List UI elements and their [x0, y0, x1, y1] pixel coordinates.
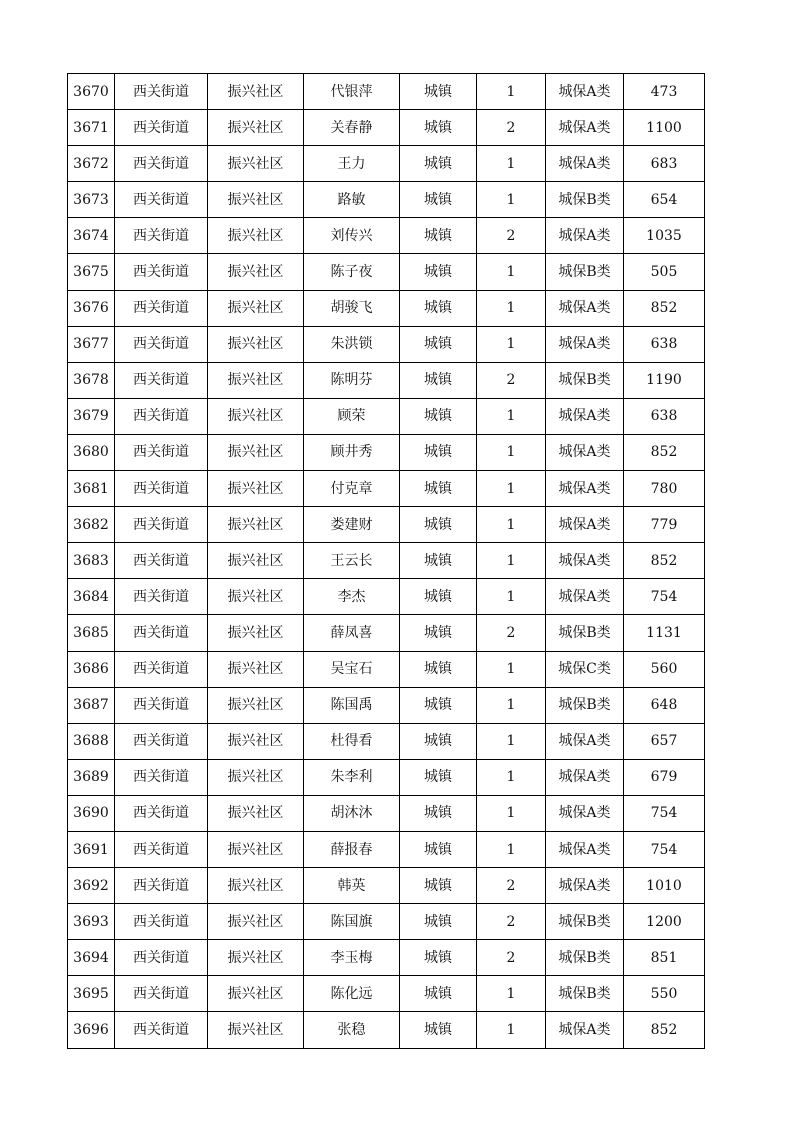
amount-cell: 550: [624, 976, 705, 1012]
data-table: [67, 73, 705, 1049]
household-type-cell: 城镇: [400, 74, 477, 110]
community-cell: 振兴社区: [208, 326, 304, 362]
category-cell: 城保A类: [546, 868, 624, 904]
household-type-cell: 城镇: [400, 687, 477, 723]
category-cell: 城保A类: [546, 398, 624, 434]
member-count-cell: 2: [477, 615, 546, 651]
row-number-cell: 3690: [68, 795, 115, 831]
category-cell: 城保A类: [546, 579, 624, 615]
amount-cell: 560: [624, 651, 705, 687]
amount-cell: 780: [624, 471, 705, 507]
name-cell: 薛报春: [304, 831, 400, 867]
street-cell: 西关街道: [115, 759, 208, 795]
table-row: [68, 687, 705, 723]
table-row: [68, 1012, 705, 1048]
name-cell: 陈化远: [304, 976, 400, 1012]
member-count-cell: 1: [477, 146, 546, 182]
household-type-cell: 城镇: [400, 831, 477, 867]
amount-cell: 851: [624, 940, 705, 976]
name-cell: 陈子夜: [304, 254, 400, 290]
table-row: [68, 254, 705, 290]
street-cell: 西关街道: [115, 218, 208, 254]
name-cell: 张稳: [304, 1012, 400, 1048]
household-type-cell: 城镇: [400, 254, 477, 290]
table-row: [68, 831, 705, 867]
table-row: [68, 434, 705, 470]
community-cell: 振兴社区: [208, 218, 304, 254]
member-count-cell: 1: [477, 543, 546, 579]
street-cell: 西关街道: [115, 254, 208, 290]
street-cell: 西关街道: [115, 146, 208, 182]
amount-cell: 852: [624, 290, 705, 326]
row-number-cell: 3692: [68, 868, 115, 904]
member-count-cell: 1: [477, 254, 546, 290]
table-row: [68, 398, 705, 434]
amount-cell: 648: [624, 687, 705, 723]
household-type-cell: 城镇: [400, 326, 477, 362]
household-type-cell: 城镇: [400, 398, 477, 434]
member-count-cell: 2: [477, 110, 546, 146]
amount-cell: 1190: [624, 362, 705, 398]
name-cell: 薛凤喜: [304, 615, 400, 651]
row-number-cell: 3691: [68, 831, 115, 867]
category-cell: 城保A类: [546, 795, 624, 831]
amount-cell: 657: [624, 723, 705, 759]
table-row: [68, 543, 705, 579]
member-count-cell: 1: [477, 471, 546, 507]
table-row: [68, 290, 705, 326]
amount-cell: 473: [624, 74, 705, 110]
household-type-cell: 城镇: [400, 651, 477, 687]
member-count-cell: 1: [477, 651, 546, 687]
member-count-cell: 1: [477, 723, 546, 759]
table-row: [68, 362, 705, 398]
street-cell: 西关街道: [115, 543, 208, 579]
household-type-cell: 城镇: [400, 579, 477, 615]
table-row: [68, 651, 705, 687]
table-row: [68, 940, 705, 976]
name-cell: 胡沐沐: [304, 795, 400, 831]
member-count-cell: 1: [477, 831, 546, 867]
community-cell: 振兴社区: [208, 507, 304, 543]
table-row: [68, 471, 705, 507]
household-type-cell: 城镇: [400, 362, 477, 398]
household-type-cell: 城镇: [400, 723, 477, 759]
name-cell: 陈国禹: [304, 687, 400, 723]
name-cell: 杜得看: [304, 723, 400, 759]
community-cell: 振兴社区: [208, 471, 304, 507]
category-cell: 城保A类: [546, 1012, 624, 1048]
street-cell: 西关街道: [115, 687, 208, 723]
street-cell: 西关街道: [115, 904, 208, 940]
community-cell: 振兴社区: [208, 543, 304, 579]
community-cell: 振兴社区: [208, 110, 304, 146]
category-cell: 城保A类: [546, 290, 624, 326]
category-cell: 城保C类: [546, 651, 624, 687]
row-number-cell: 3678: [68, 362, 115, 398]
street-cell: 西关街道: [115, 290, 208, 326]
category-cell: 城保B类: [546, 904, 624, 940]
category-cell: 城保A类: [546, 434, 624, 470]
row-number-cell: 3673: [68, 182, 115, 218]
category-cell: 城保B类: [546, 615, 624, 651]
street-cell: 西关街道: [115, 651, 208, 687]
community-cell: 振兴社区: [208, 904, 304, 940]
member-count-cell: 1: [477, 687, 546, 723]
table-row: [68, 615, 705, 651]
street-cell: 西关街道: [115, 434, 208, 470]
table-row: [68, 723, 705, 759]
name-cell: 李玉梅: [304, 940, 400, 976]
street-cell: 西关街道: [115, 940, 208, 976]
category-cell: 城保A类: [546, 723, 624, 759]
amount-cell: 754: [624, 831, 705, 867]
category-cell: 城保B类: [546, 182, 624, 218]
row-number-cell: 3688: [68, 723, 115, 759]
street-cell: 西关街道: [115, 182, 208, 218]
table-row: [68, 218, 705, 254]
row-number-cell: 3683: [68, 543, 115, 579]
amount-cell: 754: [624, 579, 705, 615]
amount-cell: 1200: [624, 904, 705, 940]
row-number-cell: 3696: [68, 1012, 115, 1048]
member-count-cell: 1: [477, 579, 546, 615]
community-cell: 振兴社区: [208, 831, 304, 867]
street-cell: 西关街道: [115, 615, 208, 651]
community-cell: 振兴社区: [208, 362, 304, 398]
row-number-cell: 3687: [68, 687, 115, 723]
table-row: [68, 904, 705, 940]
community-cell: 振兴社区: [208, 579, 304, 615]
category-cell: 城保A类: [546, 471, 624, 507]
community-cell: 振兴社区: [208, 290, 304, 326]
amount-cell: 638: [624, 326, 705, 362]
row-number-cell: 3684: [68, 579, 115, 615]
household-type-cell: 城镇: [400, 182, 477, 218]
row-number-cell: 3672: [68, 146, 115, 182]
name-cell: 娄建财: [304, 507, 400, 543]
household-type-cell: 城镇: [400, 795, 477, 831]
amount-cell: 1010: [624, 868, 705, 904]
member-count-cell: 1: [477, 759, 546, 795]
amount-cell: 754: [624, 795, 705, 831]
table-row: [68, 507, 705, 543]
member-count-cell: 1: [477, 74, 546, 110]
amount-cell: 1131: [624, 615, 705, 651]
row-number-cell: 3674: [68, 218, 115, 254]
amount-cell: 779: [624, 507, 705, 543]
street-cell: 西关街道: [115, 110, 208, 146]
household-type-cell: 城镇: [400, 434, 477, 470]
community-cell: 振兴社区: [208, 434, 304, 470]
street-cell: 西关街道: [115, 868, 208, 904]
street-cell: 西关街道: [115, 507, 208, 543]
name-cell: 代银萍: [304, 74, 400, 110]
category-cell: 城保B类: [546, 362, 624, 398]
member-count-cell: 1: [477, 976, 546, 1012]
street-cell: 西关街道: [115, 579, 208, 615]
household-type-cell: 城镇: [400, 759, 477, 795]
row-number-cell: 3671: [68, 110, 115, 146]
amount-cell: 1035: [624, 218, 705, 254]
name-cell: 关春静: [304, 110, 400, 146]
amount-cell: 683: [624, 146, 705, 182]
member-count-cell: 1: [477, 398, 546, 434]
community-cell: 振兴社区: [208, 651, 304, 687]
community-cell: 振兴社区: [208, 146, 304, 182]
category-cell: 城保A类: [546, 110, 624, 146]
member-count-cell: 1: [477, 1012, 546, 1048]
name-cell: 刘传兴: [304, 218, 400, 254]
name-cell: 顾荣: [304, 398, 400, 434]
name-cell: 王力: [304, 146, 400, 182]
row-number-cell: 3680: [68, 434, 115, 470]
member-count-cell: 2: [477, 218, 546, 254]
amount-cell: 1100: [624, 110, 705, 146]
community-cell: 振兴社区: [208, 687, 304, 723]
category-cell: 城保A类: [546, 218, 624, 254]
street-cell: 西关街道: [115, 831, 208, 867]
name-cell: 吴宝石: [304, 651, 400, 687]
street-cell: 西关街道: [115, 795, 208, 831]
name-cell: 路敏: [304, 182, 400, 218]
row-number-cell: 3694: [68, 940, 115, 976]
amount-cell: 679: [624, 759, 705, 795]
street-cell: 西关街道: [115, 398, 208, 434]
table-row: [68, 868, 705, 904]
category-cell: 城保B类: [546, 254, 624, 290]
table-row: [68, 579, 705, 615]
street-cell: 西关街道: [115, 976, 208, 1012]
row-number-cell: 3693: [68, 904, 115, 940]
row-number-cell: 3686: [68, 651, 115, 687]
street-cell: 西关街道: [115, 471, 208, 507]
amount-cell: 505: [624, 254, 705, 290]
row-number-cell: 3675: [68, 254, 115, 290]
street-cell: 西关街道: [115, 723, 208, 759]
household-type-cell: 城镇: [400, 507, 477, 543]
community-cell: 振兴社区: [208, 254, 304, 290]
row-number-cell: 3689: [68, 759, 115, 795]
member-count-cell: 1: [477, 290, 546, 326]
community-cell: 振兴社区: [208, 759, 304, 795]
community-cell: 振兴社区: [208, 398, 304, 434]
community-cell: 振兴社区: [208, 1012, 304, 1048]
household-type-cell: 城镇: [400, 1012, 477, 1048]
table-row: [68, 182, 705, 218]
member-count-cell: 2: [477, 868, 546, 904]
name-cell: 李杰: [304, 579, 400, 615]
table-row: [68, 74, 705, 110]
category-cell: 城保A类: [546, 759, 624, 795]
row-number-cell: 3670: [68, 74, 115, 110]
street-cell: 西关街道: [115, 362, 208, 398]
street-cell: 西关街道: [115, 74, 208, 110]
category-cell: 城保A类: [546, 507, 624, 543]
row-number-cell: 3695: [68, 976, 115, 1012]
table-row: [68, 110, 705, 146]
table-row: [68, 795, 705, 831]
community-cell: 振兴社区: [208, 976, 304, 1012]
name-cell: 付克章: [304, 471, 400, 507]
row-number-cell: 3681: [68, 471, 115, 507]
name-cell: 陈明芬: [304, 362, 400, 398]
category-cell: 城保A类: [546, 74, 624, 110]
community-cell: 振兴社区: [208, 615, 304, 651]
member-count-cell: 1: [477, 434, 546, 470]
category-cell: 城保B类: [546, 687, 624, 723]
household-type-cell: 城镇: [400, 110, 477, 146]
household-type-cell: 城镇: [400, 615, 477, 651]
household-type-cell: 城镇: [400, 471, 477, 507]
amount-cell: 654: [624, 182, 705, 218]
community-cell: 振兴社区: [208, 723, 304, 759]
category-cell: 城保A类: [546, 543, 624, 579]
community-cell: 振兴社区: [208, 795, 304, 831]
category-cell: 城保A类: [546, 326, 624, 362]
category-cell: 城保B类: [546, 976, 624, 1012]
name-cell: 朱李利: [304, 759, 400, 795]
amount-cell: 852: [624, 1012, 705, 1048]
row-number-cell: 3679: [68, 398, 115, 434]
member-count-cell: 1: [477, 326, 546, 362]
amount-cell: 852: [624, 543, 705, 579]
name-cell: 陈国旗: [304, 904, 400, 940]
community-cell: 振兴社区: [208, 940, 304, 976]
amount-cell: 852: [624, 434, 705, 470]
name-cell: 韩英: [304, 868, 400, 904]
name-cell: 顾井秀: [304, 434, 400, 470]
street-cell: 西关街道: [115, 1012, 208, 1048]
household-type-cell: 城镇: [400, 543, 477, 579]
community-cell: 振兴社区: [208, 868, 304, 904]
member-count-cell: 1: [477, 795, 546, 831]
row-number-cell: 3676: [68, 290, 115, 326]
community-cell: 振兴社区: [208, 182, 304, 218]
member-count-cell: 2: [477, 940, 546, 976]
street-cell: 西关街道: [115, 326, 208, 362]
name-cell: 朱洪锁: [304, 326, 400, 362]
name-cell: 胡骏飞: [304, 290, 400, 326]
row-number-cell: 3685: [68, 615, 115, 651]
member-count-cell: 1: [477, 507, 546, 543]
household-type-cell: 城镇: [400, 868, 477, 904]
household-type-cell: 城镇: [400, 146, 477, 182]
row-number-cell: 3677: [68, 326, 115, 362]
table-row: [68, 976, 705, 1012]
row-number-cell: 3682: [68, 507, 115, 543]
community-cell: 振兴社区: [208, 74, 304, 110]
category-cell: 城保A类: [546, 146, 624, 182]
member-count-cell: 1: [477, 182, 546, 218]
household-type-cell: 城镇: [400, 218, 477, 254]
table-row: [68, 759, 705, 795]
household-type-cell: 城镇: [400, 904, 477, 940]
name-cell: 王云长: [304, 543, 400, 579]
household-type-cell: 城镇: [400, 290, 477, 326]
member-count-cell: 2: [477, 362, 546, 398]
table-row: [68, 326, 705, 362]
household-type-cell: 城镇: [400, 940, 477, 976]
household-type-cell: 城镇: [400, 976, 477, 1012]
table-row: [68, 146, 705, 182]
member-count-cell: 2: [477, 904, 546, 940]
amount-cell: 638: [624, 398, 705, 434]
category-cell: 城保B类: [546, 940, 624, 976]
table-body: [68, 74, 705, 1049]
category-cell: 城保A类: [546, 831, 624, 867]
